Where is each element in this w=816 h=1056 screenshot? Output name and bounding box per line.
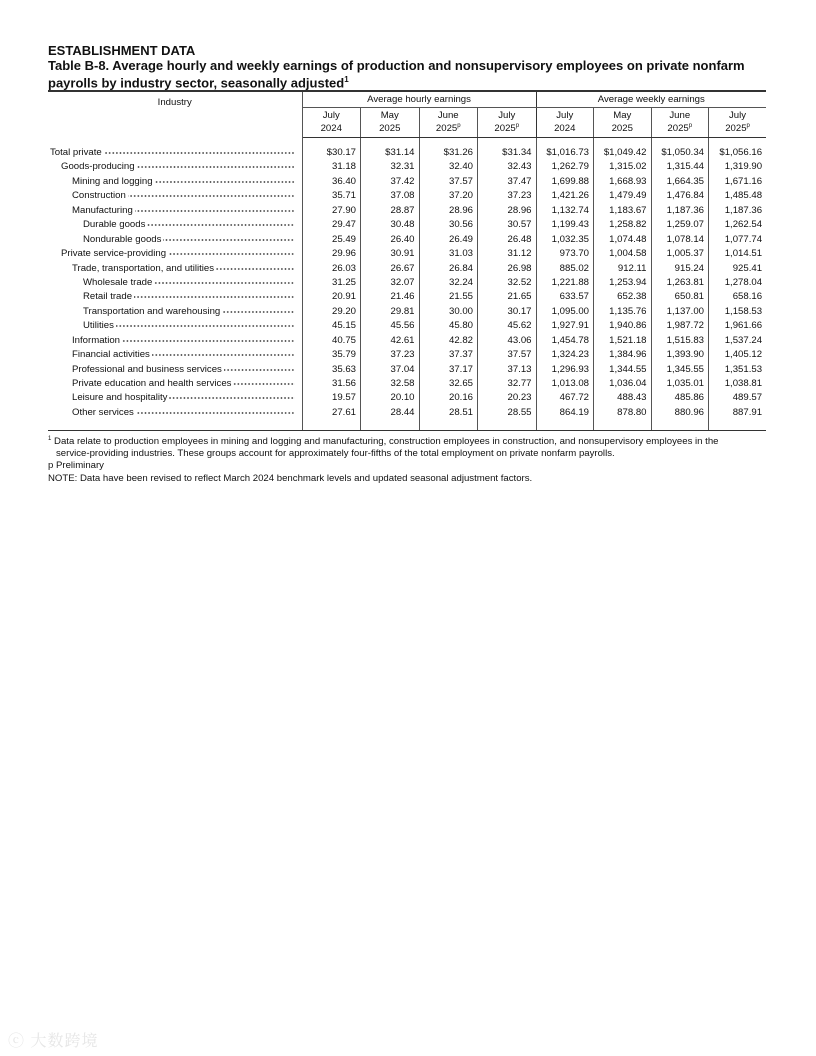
weekly-earnings-cell: 488.43 <box>594 391 652 405</box>
hourly-earnings-cell: 32.31 <box>361 160 420 174</box>
hourly-earnings-cell: 45.15 <box>302 319 361 333</box>
hourly-earnings-cell: 37.47 <box>478 175 537 189</box>
hourly-earnings-cell: 29.20 <box>302 305 361 319</box>
dot-leader <box>222 310 294 314</box>
hourly-earnings-cell: 32.40 <box>419 160 478 174</box>
hourly-earnings-cell: 20.16 <box>419 391 478 405</box>
table-row <box>48 348 766 362</box>
weekly-earnings-cell: 1,036.04 <box>594 377 652 391</box>
hourly-earnings-cell: 27.90 <box>302 204 361 218</box>
hourly-earnings-cell: 28.51 <box>419 406 478 420</box>
hourly-earnings-cell: 21.46 <box>361 290 420 304</box>
industry-name: Trade, transportation, and utilities <box>72 262 215 274</box>
industry-cell <box>48 391 302 405</box>
weekly-earnings-cell: 1,221.88 <box>536 276 594 290</box>
hourly-earnings-cell: 32.24 <box>419 276 478 290</box>
weekly-earnings-cell: 1,259.07 <box>651 218 709 232</box>
weekly-earnings-cell: 1,135.76 <box>594 305 652 319</box>
hourly-earnings-cell: 31.03 <box>419 247 478 261</box>
weekly-earnings-cell: 1,263.81 <box>651 276 709 290</box>
industry-cell <box>48 160 302 174</box>
hourly-earnings-cell: 20.23 <box>478 391 537 405</box>
weekly-earnings-cell: 1,351.53 <box>709 363 767 377</box>
hourly-earnings-cell: 28.87 <box>361 204 420 218</box>
weekly-earnings-cell: 652.38 <box>594 290 652 304</box>
dot-leader <box>122 339 295 343</box>
industry-cell <box>48 262 302 276</box>
preliminary-mark: p <box>515 123 520 130</box>
weekly-earnings-cell: 1,187.36 <box>709 204 767 218</box>
column-year: 2025 <box>494 123 516 135</box>
hourly-earnings-cell: 31.18 <box>302 160 361 174</box>
hourly-earnings-cell: 26.40 <box>361 233 420 247</box>
weekly-earnings-cell: 467.72 <box>536 391 594 405</box>
industry-cell <box>48 233 302 247</box>
column-header <box>594 108 652 138</box>
column-month: June <box>437 110 459 122</box>
industry-name: Transportation and warehousing <box>83 305 221 317</box>
hourly-earnings-cell: 30.17 <box>478 305 537 319</box>
weekly-earnings-cell: 1,927.91 <box>536 319 594 333</box>
preliminary-note: p Preliminary <box>48 460 104 472</box>
hourly-earnings-cell: 28.96 <box>419 204 478 218</box>
table-spacer-row <box>48 420 766 431</box>
weekly-earnings-cell: 1,262.79 <box>536 160 594 174</box>
section-heading: ESTABLISHMENT DATA <box>48 43 196 58</box>
column-header <box>419 108 478 138</box>
industry-cell <box>48 204 302 218</box>
weekly-earnings-cell: 1,384.96 <box>594 348 652 362</box>
column-year: 2024 <box>320 123 342 135</box>
weekly-earnings-cell: 1,262.54 <box>709 218 767 232</box>
weekly-earnings-cell: 880.96 <box>651 406 709 420</box>
weekly-earnings-cell: 915.24 <box>651 262 709 276</box>
table-row <box>48 305 766 319</box>
industry-cell <box>48 175 302 189</box>
hourly-earnings-cell: 28.55 <box>478 406 537 420</box>
table-title <box>48 59 768 90</box>
table-row <box>48 406 766 420</box>
weekly-earnings-cell: 1,521.18 <box>594 334 652 348</box>
column-header <box>302 108 361 138</box>
weekly-earnings-cell: 1,319.90 <box>709 160 767 174</box>
weekly-earnings-cell: 1,324.23 <box>536 348 594 362</box>
weekly-earnings-cell: $1,056.16 <box>709 138 767 161</box>
table-title-text: Table B-8. Average hourly and weekly earnings of production and nonsupervisory employees on private nonfarm payrolls by industry sector, seasonally adjusted <box>48 58 745 91</box>
industry-cell <box>48 247 302 261</box>
hourly-earnings-cell: 21.55 <box>419 290 478 304</box>
dot-leader <box>137 165 295 169</box>
column-month: July <box>498 110 516 122</box>
industry-name: Other services <box>72 406 134 418</box>
weekly-earnings-cell: $1,049.42 <box>594 138 652 161</box>
hourly-earnings-cell: 32.77 <box>478 377 537 391</box>
hourly-earnings-cell: 20.91 <box>302 290 361 304</box>
weekly-earnings-cell: 1,132.74 <box>536 204 594 218</box>
hourly-earnings-cell: $31.26 <box>419 138 478 161</box>
table-row <box>48 189 766 203</box>
preliminary-mark: p <box>688 123 693 130</box>
industry-name: Information <box>72 334 120 346</box>
hourly-earnings-cell: 25.49 <box>302 233 361 247</box>
hourly-earnings-cell: 26.84 <box>419 262 478 276</box>
table-row <box>48 276 766 290</box>
industry-cell <box>48 377 302 391</box>
hourly-earnings-cell: 35.79 <box>302 348 361 362</box>
weekly-earnings-cell: 1,315.02 <box>594 160 652 174</box>
weekly-earnings-cell: 1,004.58 <box>594 247 652 261</box>
industry-cell <box>48 305 302 319</box>
column-header <box>536 108 594 138</box>
weekly-earnings-cell: 925.41 <box>709 262 767 276</box>
column-year: 2025 <box>725 123 747 135</box>
industry-cell <box>48 138 302 161</box>
column-month: July <box>556 110 574 122</box>
industry-cell <box>48 290 302 304</box>
weekly-earnings-cell: 1,258.82 <box>594 218 652 232</box>
dot-leader <box>104 151 295 155</box>
weekly-earnings-cell: 1,187.36 <box>651 204 709 218</box>
industry-name: Total private <box>50 146 102 158</box>
hourly-earnings-cell: 31.25 <box>302 276 361 290</box>
hourly-earnings-cell: 32.43 <box>478 160 537 174</box>
table-row <box>48 175 766 189</box>
hourly-earnings-cell: 37.04 <box>361 363 420 377</box>
preliminary-mark: p <box>746 123 750 130</box>
industry-name: Wholesale trade <box>83 276 153 288</box>
weekly-earnings-cell: 1,393.90 <box>651 348 709 362</box>
weekly-earnings-cell: 1,095.00 <box>536 305 594 319</box>
column-year: 2025 <box>379 123 401 135</box>
dot-leader <box>154 281 294 285</box>
industry-name: Utilities <box>83 320 114 332</box>
hourly-earnings-cell: 45.80 <box>419 319 478 333</box>
dot-leader <box>216 267 294 271</box>
weekly-earnings-cell: 1,668.93 <box>594 175 652 189</box>
weekly-earnings-cell: 1,005.37 <box>651 247 709 261</box>
industry-cell <box>48 218 302 232</box>
weekly-earnings-cell: 1,013.08 <box>536 377 594 391</box>
industry-cell <box>48 406 302 420</box>
hourly-earnings-cell: 26.48 <box>478 233 537 247</box>
weekly-earnings-cell: $1,050.34 <box>651 138 709 161</box>
table-row <box>48 138 766 161</box>
weekly-earnings-cell: 1,074.48 <box>594 233 652 247</box>
hourly-earnings-cell: 21.65 <box>478 290 537 304</box>
hourly-earnings-cell: 42.82 <box>419 334 478 348</box>
weekly-earnings-cell: 1,038.81 <box>709 377 767 391</box>
dot-leader <box>152 353 295 357</box>
column-month: May <box>613 110 632 122</box>
industry-cell <box>48 276 302 290</box>
hourly-earnings-cell: 31.12 <box>478 247 537 261</box>
table-row <box>48 363 766 377</box>
industry-name: Private education and health services <box>72 378 232 389</box>
hourly-earnings-cell: 36.40 <box>302 175 361 189</box>
table-row <box>48 262 766 276</box>
weekly-earnings-cell: 1,253.94 <box>594 276 652 290</box>
footnote-mark: 1 <box>48 436 52 442</box>
hourly-earnings-cell: 30.57 <box>478 218 537 232</box>
weekly-earnings-cell: 1,405.12 <box>709 348 767 362</box>
industry-cell <box>48 363 302 377</box>
hourly-earnings-cell: 27.61 <box>302 406 361 420</box>
weekly-earnings-cell: 1,940.86 <box>594 319 652 333</box>
hourly-earnings-cell: 30.56 <box>419 218 478 232</box>
column-header <box>478 108 537 138</box>
hourly-earnings-cell: 26.98 <box>478 262 537 276</box>
dot-leader <box>134 295 294 299</box>
hourly-earnings-cell: 37.57 <box>419 175 478 189</box>
dot-leader <box>233 382 294 386</box>
column-month: July <box>729 110 747 122</box>
hourly-earnings-cell: $31.34 <box>478 138 537 161</box>
hourly-earnings-cell: 28.96 <box>478 204 537 218</box>
hourly-earnings-cell: 37.23 <box>361 348 420 362</box>
weekly-earnings-cell: 1,987.72 <box>651 319 709 333</box>
weekly-earnings-cell: 1,014.51 <box>709 247 767 261</box>
industry-name: Goods-producing <box>61 161 135 173</box>
hourly-earnings-cell: 30.00 <box>419 305 478 319</box>
table-row <box>48 290 766 304</box>
table-row <box>48 247 766 261</box>
weekly-earnings-cell: 1,035.01 <box>651 377 709 391</box>
dot-leader <box>147 223 294 227</box>
industry-name: Manufacturing <box>72 204 133 216</box>
hourly-earnings-cell: 35.71 <box>302 189 361 203</box>
column-month: July <box>322 110 340 122</box>
hourly-earnings-cell: 29.47 <box>302 218 361 232</box>
hourly-earnings-cell: 32.58 <box>361 377 420 391</box>
industry-name: Nondurable goods <box>83 233 162 245</box>
hourly-earnings-cell: 37.42 <box>361 175 420 189</box>
hourly-earnings-cell: 42.61 <box>361 334 420 348</box>
weekly-earnings-cell: 864.19 <box>536 406 594 420</box>
dot-leader <box>128 194 295 198</box>
hourly-earnings-cell: 37.37 <box>419 348 478 362</box>
hourly-earnings-cell: 37.13 <box>478 363 537 377</box>
weekly-earnings-cell: 1,671.16 <box>709 175 767 189</box>
weekly-earnings-cell: 1,158.53 <box>709 305 767 319</box>
hourly-earnings-cell: 37.23 <box>478 189 537 203</box>
title-footnote-mark: 1 <box>344 75 349 84</box>
column-year: 2025 <box>435 123 458 135</box>
weekly-earnings-cell: 973.70 <box>536 247 594 261</box>
weekly-earnings-cell: 1,515.83 <box>651 334 709 348</box>
dot-leader <box>163 238 294 242</box>
hourly-earnings-cell: 30.91 <box>361 247 420 261</box>
column-header <box>361 108 420 138</box>
watermark-logo: ⓒ 大数跨境 <box>8 1033 99 1050</box>
hourly-earnings-cell: $31.14 <box>361 138 420 161</box>
dot-leader <box>155 180 295 184</box>
footnote-1-text: Data relate to production employees in mining and logging and manufacturing, construction employees in construction, and nonsupervisory employees in the service-providing industries. These groups account for approximately four-fifths of the total employment on private nonfarm payrolls. <box>54 436 719 459</box>
table-row <box>48 377 766 391</box>
industry-name: Durable goods <box>83 219 146 231</box>
table-row <box>48 334 766 348</box>
weekly-earnings-cell: 912.11 <box>594 262 652 276</box>
hourly-earnings-header: Average hourly earnings <box>302 91 536 108</box>
weekly-earnings-cell: 1,479.49 <box>594 189 652 203</box>
weekly-earnings-cell: 1,345.55 <box>651 363 709 377</box>
industry-name: Retail trade <box>83 291 133 303</box>
hourly-earnings-cell: 32.07 <box>361 276 420 290</box>
hourly-earnings-cell: 37.20 <box>419 189 478 203</box>
hourly-earnings-cell: 37.57 <box>478 348 537 362</box>
industry-cell <box>48 189 302 203</box>
industry-name: Mining and logging <box>72 175 153 187</box>
dot-leader <box>224 368 295 372</box>
dot-leader <box>168 252 294 256</box>
hourly-earnings-cell: 43.06 <box>478 334 537 348</box>
column-month: June <box>669 110 691 122</box>
weekly-earnings-cell: 1,183.67 <box>594 204 652 218</box>
weekly-earnings-cell: 1,032.35 <box>536 233 594 247</box>
weekly-earnings-cell: 1,296.93 <box>536 363 594 377</box>
hourly-earnings-cell: 29.96 <box>302 247 361 261</box>
industry-cell <box>48 319 302 333</box>
weekly-earnings-cell: 489.57 <box>709 391 767 405</box>
column-header <box>651 108 709 138</box>
hourly-earnings-cell: 20.10 <box>361 391 420 405</box>
column-month: May <box>380 110 399 122</box>
weekly-earnings-cell: 1,454.78 <box>536 334 594 348</box>
hourly-earnings-cell: 31.56 <box>302 377 361 391</box>
footnote-1 <box>48 434 748 459</box>
hourly-earnings-cell: 37.08 <box>361 189 420 203</box>
hourly-earnings-cell: 32.52 <box>478 276 537 290</box>
table-row <box>48 233 766 247</box>
weekly-earnings-cell: 1,476.84 <box>651 189 709 203</box>
weekly-earnings-cell: 1,315.44 <box>651 160 709 174</box>
weekly-earnings-cell: 658.16 <box>709 290 767 304</box>
weekly-earnings-cell: 1,078.14 <box>651 233 709 247</box>
weekly-earnings-cell: 1,344.55 <box>594 363 652 377</box>
industry-name: Construction <box>72 190 126 202</box>
hourly-earnings-cell: 26.67 <box>361 262 420 276</box>
table-row <box>48 218 766 232</box>
hourly-earnings-cell: $30.17 <box>302 138 361 161</box>
weekly-earnings-cell: 1,485.48 <box>709 189 767 203</box>
table-row <box>48 204 766 218</box>
weekly-earnings-cell: 1,664.35 <box>651 175 709 189</box>
weekly-earnings-cell: 1,278.04 <box>709 276 767 290</box>
hourly-earnings-cell: 30.48 <box>361 218 420 232</box>
hourly-earnings-cell: 35.63 <box>302 363 361 377</box>
weekly-earnings-cell: 1,199.43 <box>536 218 594 232</box>
preliminary-mark: p <box>457 123 461 130</box>
weekly-earnings-cell: 1,961.66 <box>709 319 767 333</box>
column-year: 2025 <box>611 123 633 135</box>
weekly-earnings-cell: 1,537.24 <box>709 334 767 348</box>
industry-name: Private service-providing <box>61 248 167 260</box>
industry-cell <box>48 334 302 348</box>
hourly-earnings-cell: 26.03 <box>302 262 361 276</box>
industry-name: Professional and business services <box>72 363 222 375</box>
weekly-earnings-cell: 1,699.88 <box>536 175 594 189</box>
table-row <box>48 391 766 405</box>
dot-leader <box>116 324 295 328</box>
table-row <box>48 160 766 174</box>
weekly-earnings-cell: 1,421.26 <box>536 189 594 203</box>
weekly-earnings-cell: $1,016.73 <box>536 138 594 161</box>
weekly-earnings-cell: 633.57 <box>536 290 594 304</box>
earnings-table <box>48 90 766 431</box>
weekly-earnings-cell: 1,137.00 <box>651 305 709 319</box>
weekly-earnings-cell: 1,077.74 <box>709 233 767 247</box>
dot-leader <box>136 411 295 415</box>
column-year: 2025 <box>667 123 689 135</box>
table-notes <box>48 434 748 485</box>
dot-leader <box>169 396 294 400</box>
hourly-earnings-cell: 29.81 <box>361 305 420 319</box>
revision-note: NOTE: Data have been revised to reflect March 2024 benchmark levels and updated seasonal adjustment factors. <box>48 472 533 484</box>
weekly-earnings-cell: 885.02 <box>536 262 594 276</box>
hourly-earnings-cell: 26.49 <box>419 233 478 247</box>
industry-name: Leisure and hospitality <box>72 392 168 404</box>
hourly-earnings-cell: 32.65 <box>419 377 478 391</box>
column-year: 2024 <box>554 123 576 135</box>
weekly-earnings-cell: 887.91 <box>709 406 767 420</box>
weekly-earnings-header: Average weekly earnings <box>536 91 766 108</box>
weekly-earnings-cell: 650.81 <box>651 290 709 304</box>
column-header <box>709 108 767 138</box>
hourly-earnings-cell: 19.57 <box>302 391 361 405</box>
hourly-earnings-cell: 40.75 <box>302 334 361 348</box>
industry-cell <box>48 348 302 362</box>
hourly-earnings-cell: 28.44 <box>361 406 420 420</box>
industry-name: Financial activities <box>72 349 150 361</box>
hourly-earnings-cell: 45.56 <box>361 319 420 333</box>
table-row <box>48 319 766 333</box>
dot-leader <box>135 209 295 213</box>
hourly-earnings-cell: 37.17 <box>419 363 478 377</box>
industry-header: Industry <box>48 91 302 138</box>
weekly-earnings-cell: 485.86 <box>651 391 709 405</box>
weekly-earnings-cell: 878.80 <box>594 406 652 420</box>
hourly-earnings-cell: 45.62 <box>478 319 537 333</box>
